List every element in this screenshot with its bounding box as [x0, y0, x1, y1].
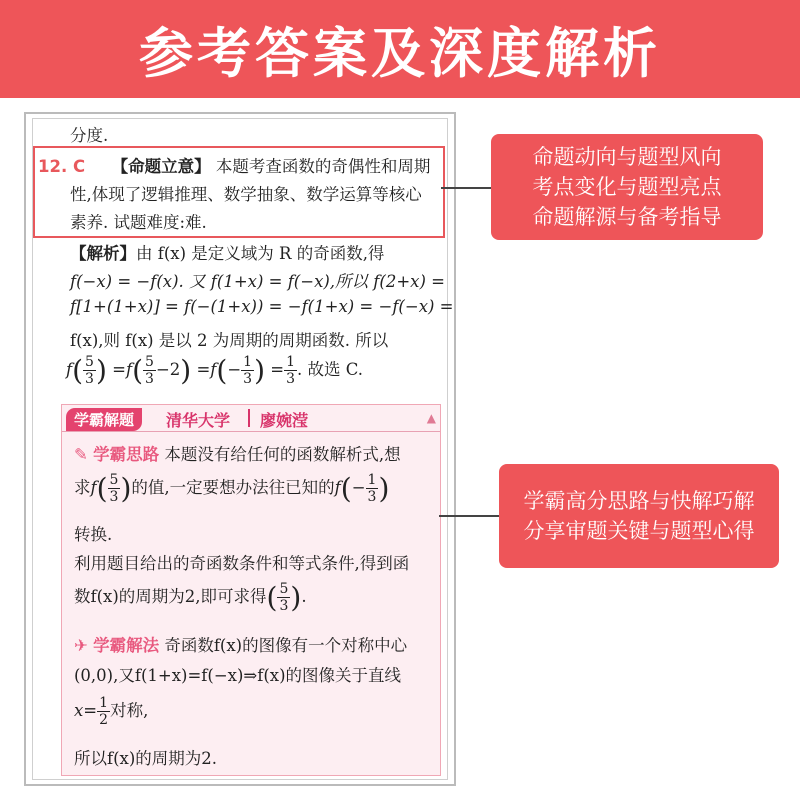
xueba-school: 清华大学	[166, 411, 231, 430]
connector-top	[441, 187, 491, 189]
rocket-icon: ✈	[74, 636, 88, 655]
fraction-1-3: $\frac{1}{3}$	[243, 354, 253, 387]
analysis-line-4: f(x),则 f(x) 是以 2 为周期的周期函数. 所以	[70, 331, 389, 350]
fraction-5-3-b: $\frac{5}{3}$	[145, 354, 154, 387]
silu-label: 学霸思路	[93, 445, 160, 464]
header-separator	[248, 409, 250, 427]
question-number: 12. C	[38, 157, 86, 176]
silu-line-5: 数f(x)的周期为2,即可求得( $\frac{5}{3}$ ).	[74, 581, 307, 614]
fraction-5-3: $\frac{5}{3}$	[85, 354, 94, 387]
pencil-icon: ✎	[74, 445, 88, 464]
silu-line-1: ✎ 学霸思路 本题没有给任何的函数解析式,想	[74, 445, 401, 464]
jiefa-label: 学霸解法	[93, 636, 160, 655]
question-12-line-1	[38, 153, 430, 177]
mingti-label: 【命题立意】	[111, 157, 211, 176]
jiefa-line-2: (0,0),又f(1+x)=f(−x)⇒f(x)的图像关于直线	[74, 666, 402, 685]
banner-title: 参考答案及深度解析	[139, 21, 661, 85]
corner-triangle-icon: ▲	[426, 411, 436, 425]
analysis-line-5-formula: f( $\frac{5}{3}$ ) =f( $\frac{5}{3}$ −2) =f(− $\frac{1}{3}$ ) = $\frac{1}{3}$ . 故选 C.	[66, 354, 364, 387]
jiefa-line-1: ✈ 学霸解法 奇函数f(x)的图像有一个对称中心	[74, 636, 408, 655]
analysis-label: 【解析】	[70, 244, 136, 263]
analysis-line-2: f(−x) = −f(x). 又 f(1+x) = f(−x),所以 f(2+x) =	[70, 272, 445, 291]
top-banner	[0, 0, 800, 98]
jiefa-line-4: 所以f(x)的周期为2.	[74, 749, 218, 768]
xueba-tag: 学霸解题	[66, 408, 142, 431]
jiefa-line-3: x= $\frac{1}{2}$ 对称,	[74, 695, 149, 728]
xueba-person: 廖婉滢	[260, 411, 309, 430]
analysis-line-3: f[1+(1+x)] = f(−(1+x)) = −f(1+x) = −f(−x) =	[70, 297, 454, 316]
fraction-1-3-b: $\frac{1}{3}$	[286, 354, 296, 387]
q12-text-1: 本题考查函数的奇偶性和周期	[215, 157, 431, 176]
silu-line-3: 转换.	[74, 525, 113, 544]
connector-bottom	[439, 515, 499, 517]
q12-text-3: 素养. 试题难度:难.	[70, 213, 207, 232]
analysis-line-1	[70, 240, 384, 264]
xueba-header	[62, 405, 440, 432]
q12-text-2: 性,体现了逻辑推理、数学抽象、数学运算等核心	[70, 185, 422, 204]
silu-line-2: 求f( $\frac{5}{3}$ )的值,一定要想办法往已知的f(− $\frac{1}{3}$ )	[74, 472, 390, 505]
text-line-top: 分度.	[70, 126, 109, 145]
callout-bottom: 学霸高分思路与快解巧解 分享审题关键与题型心得	[499, 464, 779, 568]
callout-top: 命题动向与题型风向 考点变化与题型亮点 命题解源与备考指导	[491, 134, 763, 240]
analysis-text-1: 由 f(x) 是定义域为 R 的奇函数,得	[136, 244, 385, 263]
silu-line-4: 利用题目给出的奇函数条件和等式条件,得到函	[74, 554, 410, 573]
